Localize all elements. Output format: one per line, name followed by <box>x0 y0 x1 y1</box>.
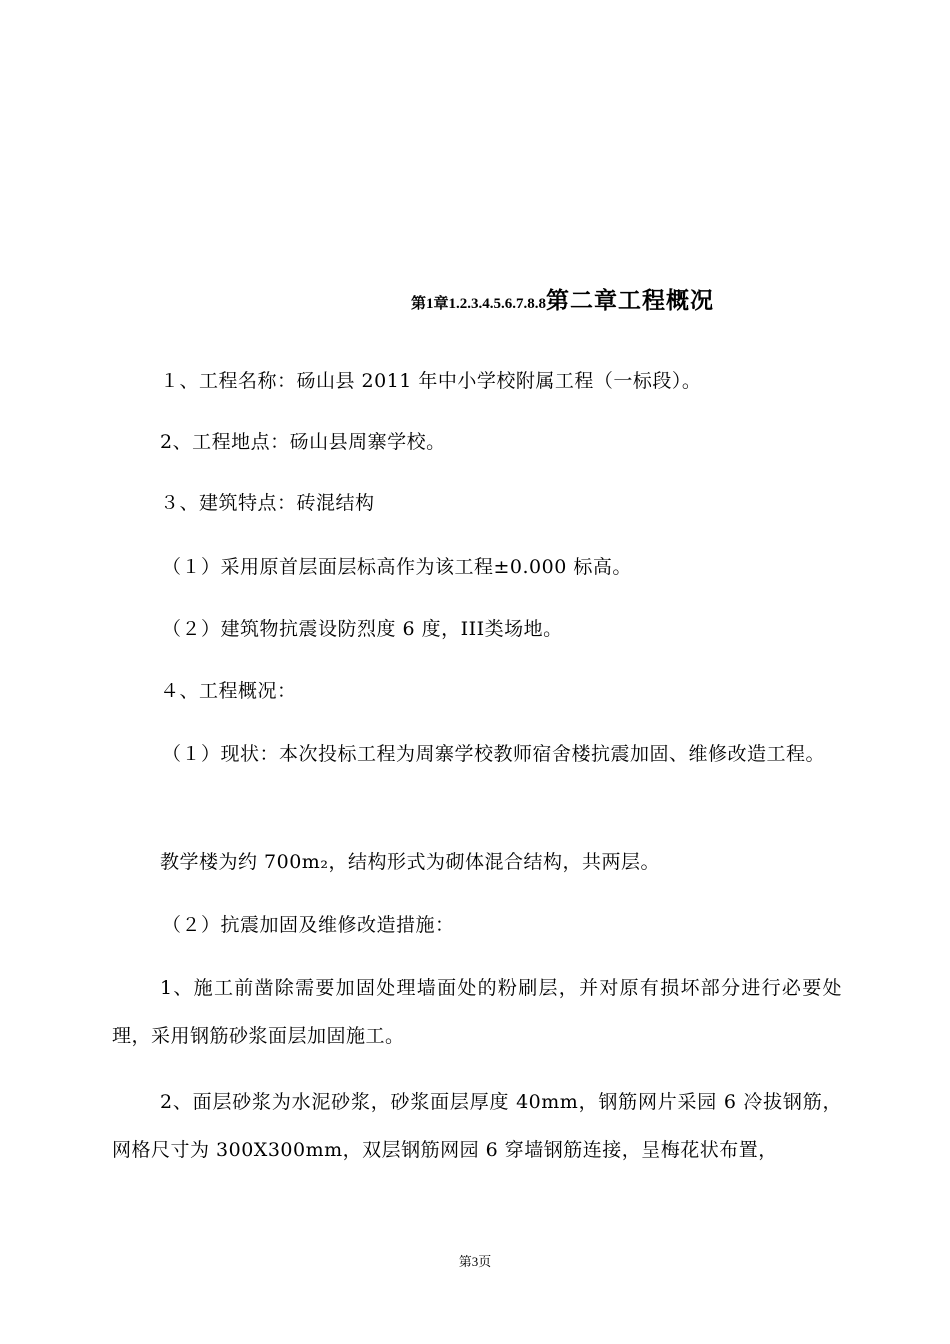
paragraph-measures-heading: （２）抗震加固及维修改造措施： <box>162 914 455 936</box>
paragraph-current-status: （１）现状：本次投标工程为周寨学校教师宿舍楼抗震加固、维修改造工程。 <box>162 743 826 765</box>
paragraph-overview-heading: ４、工程概况： <box>160 680 297 702</box>
paragraph-project-name: １、工程名称：砀山县 2011 年中小学校附属工程（一标段）。 <box>160 370 702 392</box>
paragraph-building-area: 教学楼为约 700m₂，结构形式为砌体混合结构，共两层。 <box>160 851 660 873</box>
paragraph-project-location: 2、工程地点：砀山县周寨学校。 <box>160 431 446 453</box>
paragraph-elevation: （１）采用原首层面层标高作为该工程±0.000 标高。 <box>162 556 632 578</box>
paragraph-measure-2: 2、面层砂浆为水泥砂浆，砂浆面层厚度 40mm，钢筋网片采园 6 冷拔钢筋，网格尺寸为 300X300mm，双层钢筋网园 6 穿墙钢筋连接，呈梅花状布置， <box>112 1091 842 1161</box>
chapter-title: 第二章工程概况 <box>546 288 714 314</box>
page-number: 第3页 <box>458 1254 492 1269</box>
chapter-numbering: 第1章1.2.3.4.5.6.7.8.8 <box>410 296 546 312</box>
paragraph-seismic: （２）建筑物抗震设防烈度 6 度，III类场地。 <box>162 618 563 640</box>
chapter-heading <box>0 282 950 315</box>
paragraph-measure-1: 1、施工前凿除需要加固处理墙面处的粉刷层，并对原有损坏部分进行必要处理，采用钢筋砂浆面层加固施工。 <box>112 977 842 1047</box>
paragraph-building-features: ３、建筑特点：砖混结构 <box>160 492 375 514</box>
